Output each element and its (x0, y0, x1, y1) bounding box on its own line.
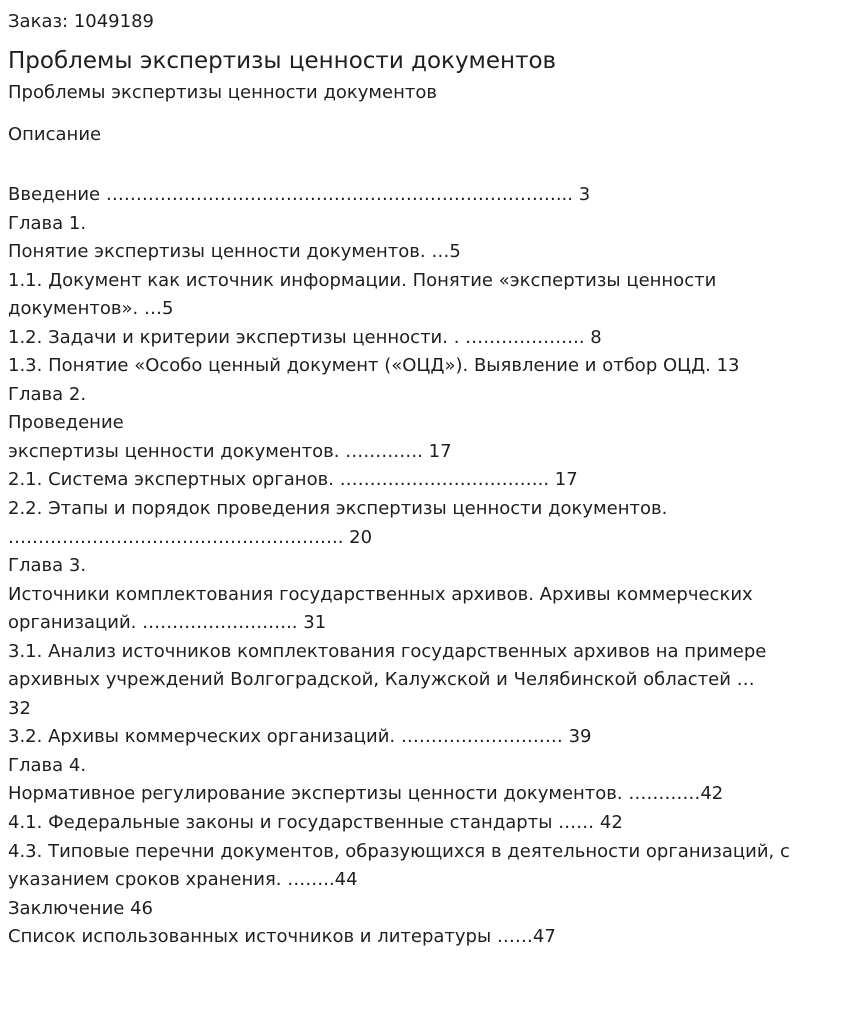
toc-line-chapter-2-title-cont: экспертизы ценности документов. …………. 17 (8, 440, 452, 462)
description-heading: Описание (8, 124, 102, 145)
toc-line-section-2-1: 2.1. Система экспертных органов. …………………………….. 17 (8, 469, 578, 491)
toc-line-section-1-1-cont: документов». …5 (8, 298, 174, 320)
toc-line-section-2-2: 2.2. Этапы и порядок проведения экспертизы ценности документов. (8, 498, 668, 520)
toc-line-chapter-1-title: Понятие экспертизы ценности документов. …5 (8, 241, 461, 263)
toc-line-section-3-2: 3.2. Архивы коммерческих организаций. ……………………… 39 (8, 726, 592, 748)
toc-line-chapter-2-title: Проведение (8, 412, 124, 434)
toc-line-chapter-3-title-cont: организаций. …………………….. 31 (8, 612, 327, 634)
toc-line-chapter-4-title: Нормативное регулирование экспертизы ценности документов. …………42 (8, 783, 724, 805)
toc-line-chapter-3-title: Источники комплектования государственных архивов. Архивы коммерческих (8, 583, 753, 605)
toc-line-section-4-1: 4.1. Федеральные законы и государственные стандарты …… 42 (8, 812, 623, 834)
toc-line-bibliography: Список использованных источников и литературы ……47 (8, 926, 556, 948)
toc-line-chapter-4: Глава 4. (8, 754, 87, 776)
toc-line-section-3-1-cont: архивных учреждений Волгоградской, Калужской и Челябинской областей … (8, 669, 755, 691)
toc-line-section-1-1: 1.1. Документ как источник информации. Понятие «экспертизы ценности (8, 269, 717, 291)
toc-line-chapter-1: Глава 1. (8, 212, 87, 234)
toc-line-section-1-2: 1.2. Задачи и критерии экспертизы ценности. . ……………….. 8 (8, 326, 602, 348)
toc-line-section-4-3: 4.3. Типовые перечни документов, образующихся в деятельности организаций, с (8, 840, 790, 862)
order-number: Заказ: 1049189 (8, 11, 154, 32)
toc-line-chapter-2: Глава 2. (8, 383, 87, 405)
toc-line-section-3-1: 3.1. Анализ источников комплектования государственных архивов на примере (8, 640, 767, 662)
toc-line-introduction: Введение …………………………………………………………………... 3 (8, 184, 591, 205)
table-of-contents (8, 181, 839, 952)
page-subtitle: Проблемы экспертизы ценности документов (8, 82, 437, 103)
toc-line-section-4-3-cont: указанием сроков хранения. ……..44 (8, 869, 358, 891)
toc-line-section-2-2-cont: ……………………………………………….. 20 (8, 526, 373, 548)
page-title: Проблемы экспертизы ценности документов (8, 48, 557, 74)
toc-line-chapter-3: Глава 3. (8, 555, 87, 577)
toc-line-section-1-3: 1.3. Понятие «Особо ценный документ («ОЦД»). Выявление и отбор ОЦД. 13 (8, 355, 740, 377)
toc-line-section-3-1-page: 32 (8, 697, 31, 719)
toc-line-conclusion: Заключение 46 (8, 897, 153, 919)
